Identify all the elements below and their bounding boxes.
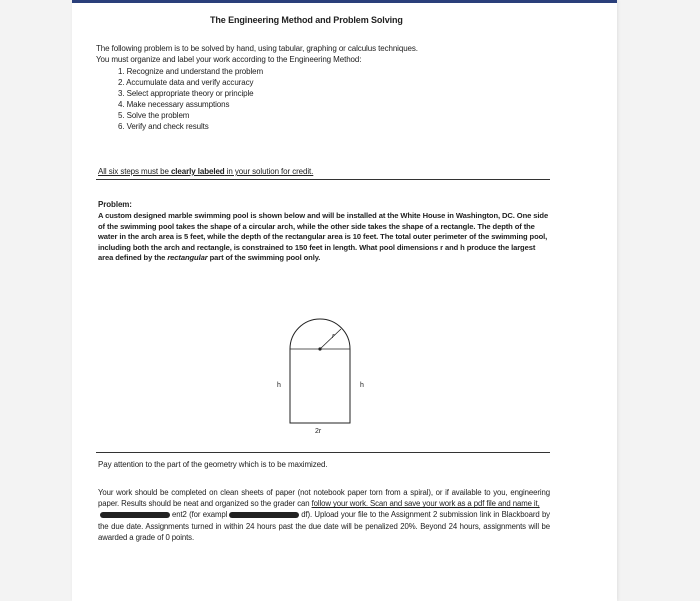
- step-item: 5. Solve the problem: [118, 111, 190, 120]
- pool-diagram: [250, 305, 390, 435]
- credit-requirement: [98, 167, 313, 178]
- final-text-2: ent2 (for exampl: [172, 510, 228, 520]
- problem-text-1: A custom designed marble swimming pool is shown below and will be installed at the White House in Washington, DC. One side of the swimming pool takes the shape of a circular arch, while the other side takes the shape of a rectangle. The depth of the water in the arch area is 5 feet, while the depth of the rectangular area is 10 feet. The total outer perimeter of the swimming pool, including both the arch and rectangle, is constrained to 150 feet in length. What pool dimensions r and h produce the largest area defined by the: [98, 211, 549, 263]
- label-h-left: h: [277, 382, 281, 389]
- step-item: 3. Select appropriate theory or principle: [118, 89, 254, 98]
- submission-instructions: [98, 487, 550, 543]
- final-text-underlined: follow your work. Scan and save your work as a pdf file and name it,: [311, 499, 540, 509]
- engineering-method-steps: [118, 66, 263, 132]
- credit-suffix: in your solution for credit.: [224, 167, 314, 176]
- problem-statement: [98, 211, 550, 264]
- geometry-note: Pay attention to the part of the geometry which is to be maximized.: [98, 460, 328, 469]
- intro-line-1: The following problem is to be solved by hand, using tabular, graphing or calculus techniques.: [96, 44, 418, 53]
- step-item: 1. Recognize and understand the problem: [118, 67, 264, 76]
- label-h-right: h: [360, 382, 364, 389]
- problem-heading: Problem:: [98, 200, 132, 209]
- label-width: 2r: [315, 428, 322, 435]
- redaction-mark: [100, 512, 170, 518]
- page-top-border: [72, 0, 617, 3]
- redaction-mark: [229, 512, 299, 518]
- problem-text-2: part of the swimming pool only.: [207, 253, 321, 263]
- final-text-3: df). Upload your file to the Assignment 2 submission link in Blackboard by the due date. Assignments turned in within 24 hours past the due date will be penalized 20%. Beyond 24 hours, assignments will be awarded a grade of 0 points.: [98, 510, 550, 542]
- section-divider: [96, 179, 550, 180]
- problem-text-italic: rectangular: [167, 253, 208, 263]
- document-title: The Engineering Method and Problem Solving: [210, 15, 403, 25]
- radius-line: [320, 329, 341, 349]
- intro-text: [96, 44, 546, 65]
- step-item: 6. Verify and check results: [118, 122, 209, 131]
- final-text-1: Your work should be completed on clean sheets of paper (not notebook paper torn from a spiral), or if available to you, engineering paper. Results should be neat and organized so the grader can: [98, 488, 550, 509]
- step-item: 4. Make necessary assumptions: [118, 100, 230, 109]
- credit-bold: clearly labeled: [170, 167, 225, 176]
- arch-center-point: [318, 347, 321, 350]
- credit-prefix: All six steps must be: [98, 167, 171, 176]
- intro-line-2: You must organize and label your work according to the Engineering Method:: [96, 54, 362, 64]
- section-divider: [96, 452, 550, 453]
- pool-outline: [290, 319, 350, 423]
- label-r: r: [332, 333, 335, 340]
- step-item: 2. Accumulate data and verify accuracy: [118, 78, 254, 87]
